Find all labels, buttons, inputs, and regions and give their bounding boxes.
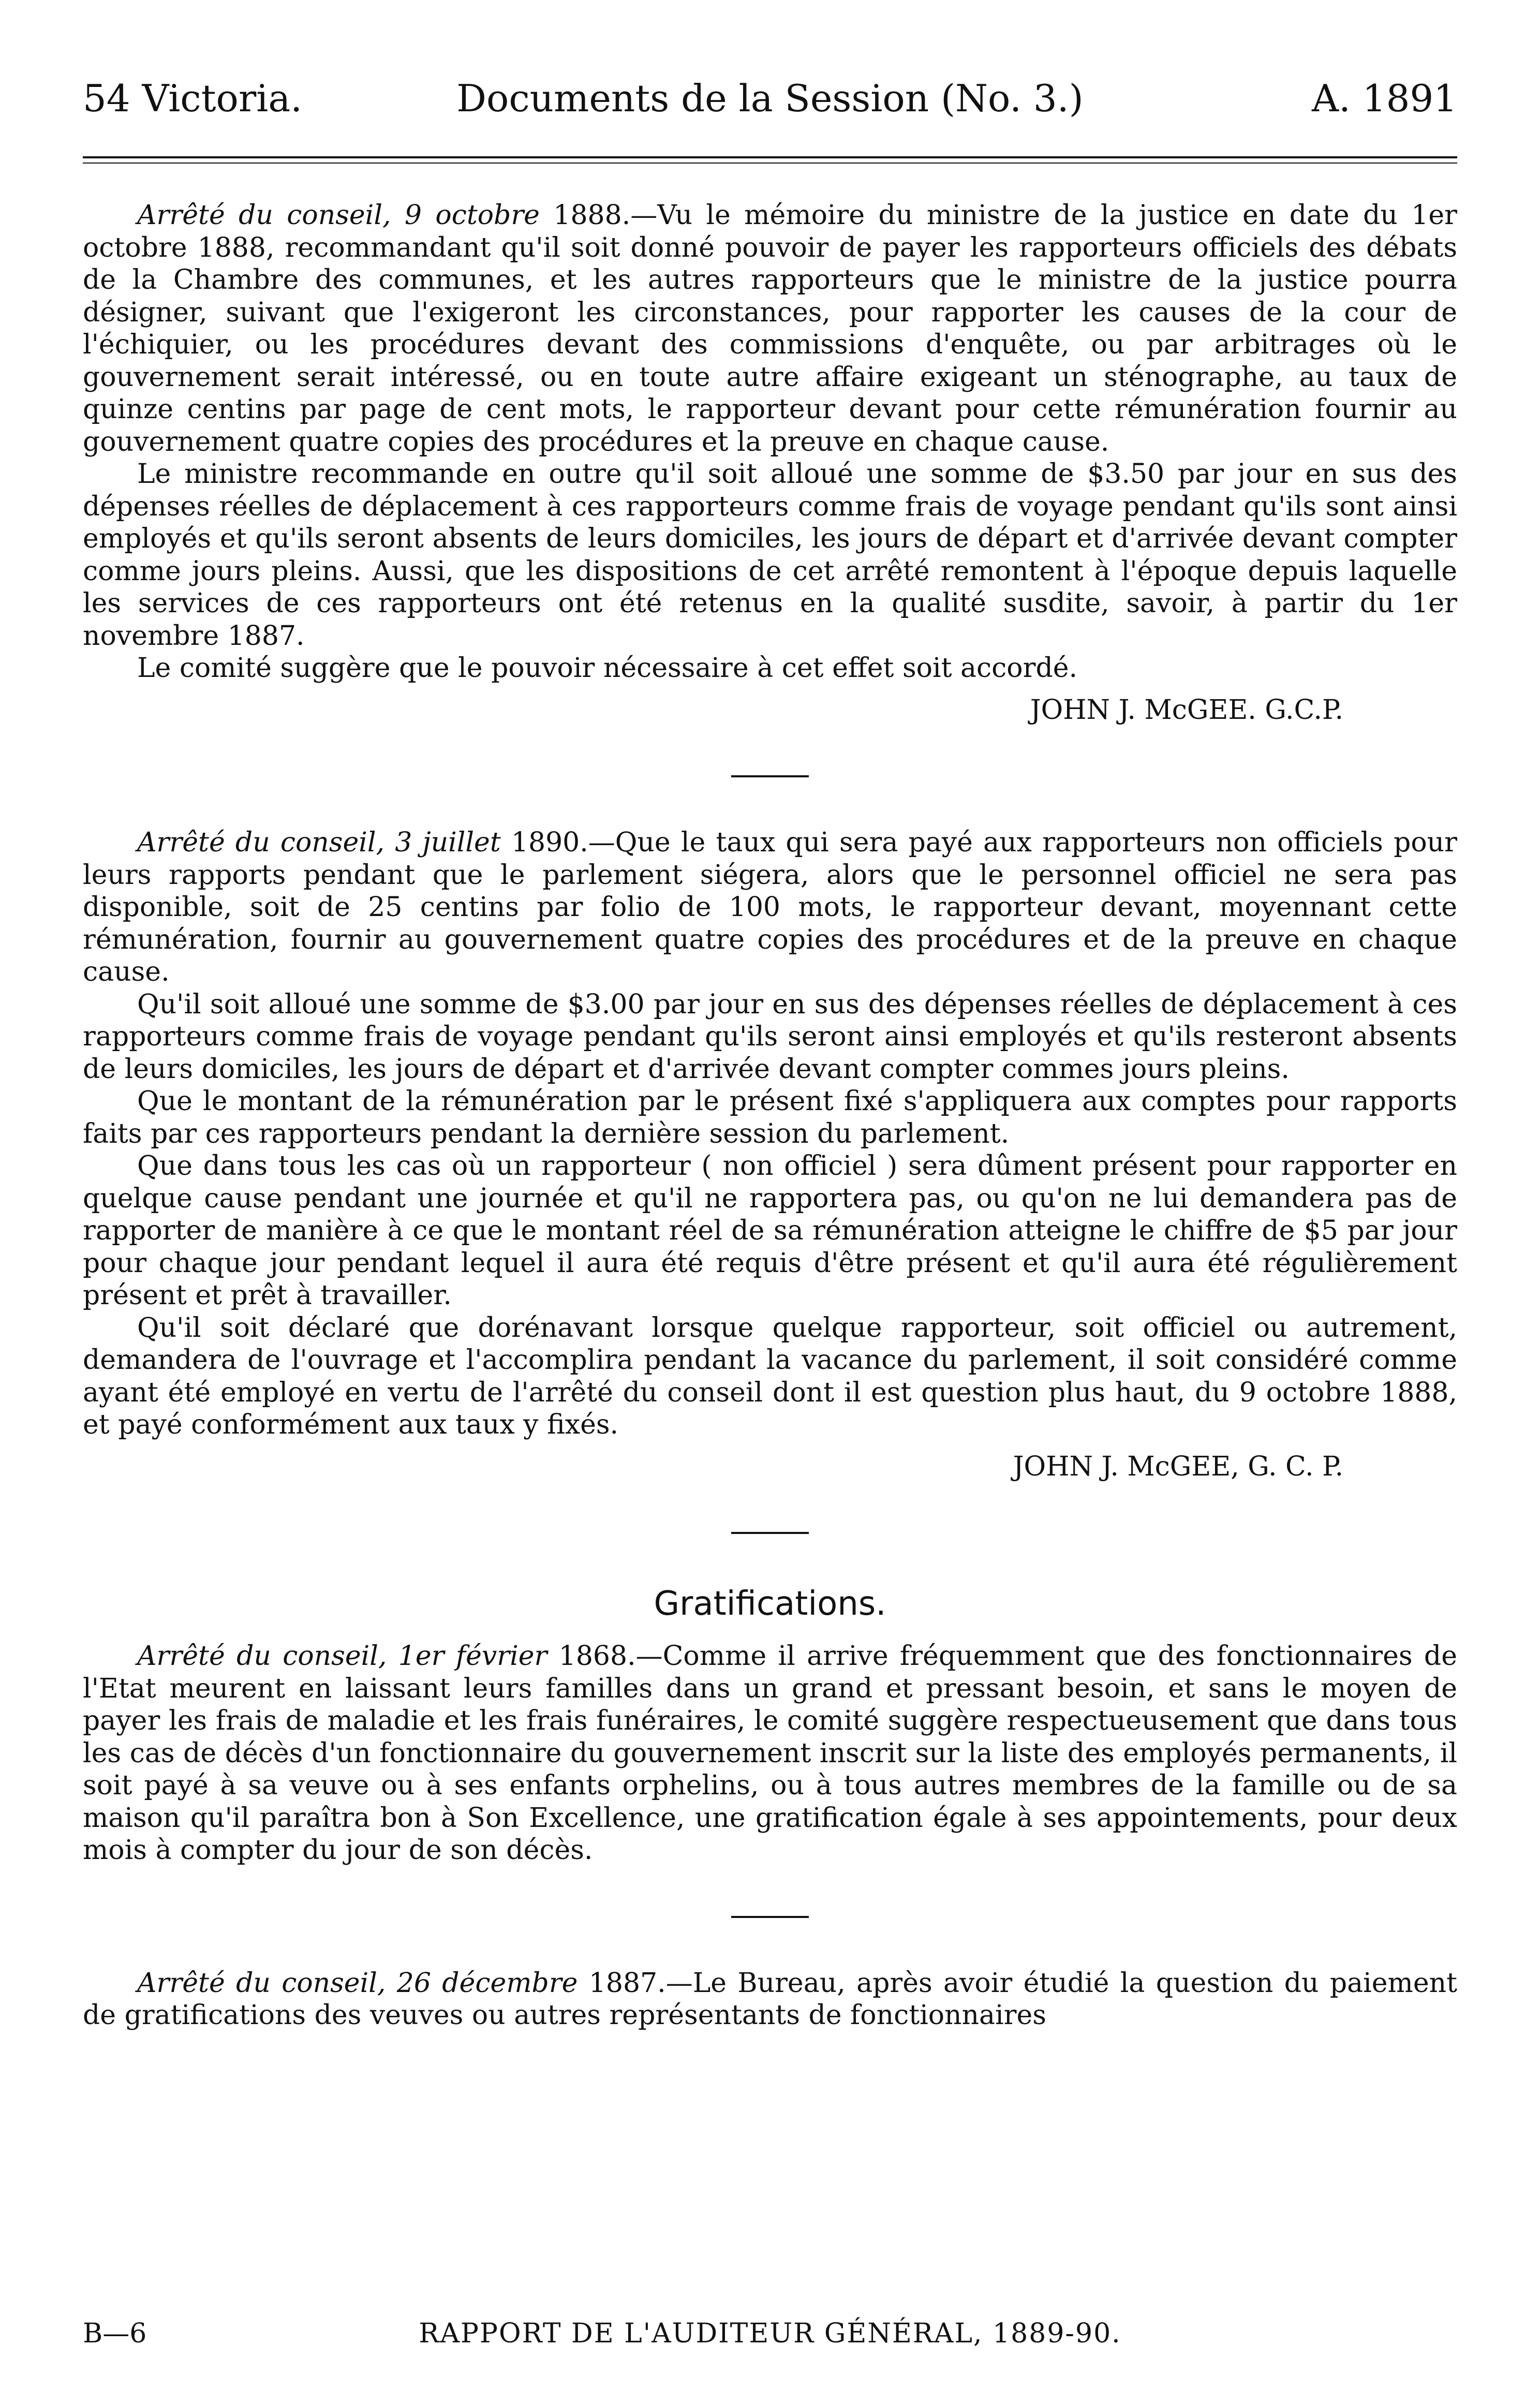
order-paragraph-4: Que dans tous les cas où un rapporteur ( non officiel ) sera dûment présent pour rapporter en quelque cause pendant une journée et qu'il ne rapportera pas, ou qu'on ne lui demandera pas de rapporter de manière à ce que le montant réel de sa rémunération atteigne le chiffre de $5 par jour pour chaque jour pendant lequel il aura été requis d'être présent et qu'il aura été régulièrement présent et prêt à travailler. <box>83 1150 1457 1311</box>
order-signature: JOHN J. McGEE. G.C.P. <box>1030 694 1343 726</box>
order-in-council-1888 <box>83 199 1457 726</box>
order-citation: Arrêté du conseil, <box>137 200 391 231</box>
footer-page-number: B—6 <box>83 2318 147 2349</box>
section-divider <box>731 1916 809 1918</box>
header-rule-thin <box>83 163 1457 164</box>
order-year: 1868. <box>547 1641 636 1672</box>
section-divider <box>731 1532 809 1534</box>
header-session-year: 54 Victoria. <box>83 77 303 120</box>
order-year: 1888. <box>539 200 631 231</box>
order-text: —Que le taux qui sera payé aux rapporteurs non officiels pour leurs rapports pendant que le parlement siégera, alors que le personnel officiel ne sera pas disponible, soit de 25 centins par folio de 100 mots, le rapporteur devant, moyennant cette rémunération, fournir au gouvernement quatre copies des procédures et de la preuve en chaque cause. <box>83 827 1458 987</box>
order-paragraph-3: Que le montant de la rémunération par le présent fixé s'appliquera aux comptes pour rapports faits par ces rapporteurs pendant la dernière session du parlement. <box>83 1086 1457 1149</box>
order-paragraph-1 <box>83 827 1457 988</box>
section-divider <box>731 775 809 777</box>
order-year: 1887. <box>578 1967 666 1999</box>
order-date: 26 décembre <box>396 1967 578 1999</box>
order-date: 9 octobre <box>404 200 540 231</box>
footer-report-title: RAPPORT DE L'AUDITEUR GÉNÉRAL, 1889-90. <box>419 2318 1121 2349</box>
order-date: 3 juillet <box>395 827 501 858</box>
running-footer <box>83 2318 1457 2354</box>
order-date: 1er février <box>398 1641 547 1672</box>
running-header <box>83 75 1457 122</box>
order-text: —Vu le mémoire du ministre de la justice en date du 1er octobre 1888, recommandant qu'il soit donné pouvoir de payer les rapporteurs officiels des débats de la Chambre des communes, et les autres rapporteurs que le ministre de la justice pourra désigner, suivant que l'exigeront les circonstances, pour rapporter les causes de la cour de l'échiquier, ou les procédures devant des commissions d'enquête, ou par arbitrages où le gouvernement serait intéressé, ou en toute autre affaire exigeant un sténographe, au taux de quinze centins par page de cent mots, le rapporteur devant pour cette rémunération fournir au gouvernement quatre copies des procédures et la preuve en chaque cause. <box>83 200 1457 458</box>
gratifications-section <box>83 1583 1457 2032</box>
gratification-entry-1887 <box>83 1967 1457 2032</box>
page-body <box>83 199 1457 2032</box>
header-volume-year: A. 1891 <box>1311 77 1457 120</box>
header-rule-thick <box>83 156 1457 158</box>
order-year: 1890. <box>500 827 588 858</box>
header-document-title: Documents de la Session (No. 3.) <box>456 77 1084 120</box>
order-text: —Le Bureau, après avoir étudié la question du paiement de gratifications des veuves ou autres représentants de fonctionnaires <box>83 1967 1457 2031</box>
order-paragraph-2: Qu'il soit alloué une somme de $3.00 par jour en sus des dépenses réelles de déplacement à ces rapporteurs comme frais de voyage pendant qu'ils seront ainsi employés et qu'ils resteront absents de leurs domiciles, les jours de départ et d'arrivée devant compter commes jours pleins. <box>83 988 1457 1085</box>
section-heading: Gratifications. <box>654 1585 886 1623</box>
order-paragraph-1 <box>83 199 1457 458</box>
order-paragraph-2: Le ministre recommande en outre qu'il soit alloué une somme de $3.50 par jour en sus des dépenses réelles de déplacement à ces rapporteurs comme frais de voyage pendant qu'ils sont ainsi employés et qu'ils seront absents de leurs domiciles, les jours de départ et d'arrivée devant compter comme jours pleins. Aussi, que les dispositions de cet arrêté remontent à l'époque depuis laquelle les services de ces rapporteurs ont été retenus en la qualité susdite, savoir, à partir du 1er novembre 1887. <box>83 459 1457 652</box>
order-citation: Arrêté du conseil, <box>137 1967 386 1999</box>
order-in-council-1890 <box>83 827 1457 1483</box>
gratification-entry-1868 <box>83 1640 1457 1867</box>
order-citation: Arrêté du conseil, <box>137 1641 387 1672</box>
order-signature: JOHN J. McGEE, G. C. P. <box>1013 1451 1343 1482</box>
order-text: —Comme il arrive fréquemment que des fonctionnaires de l'Etat meurent en laissant leurs familles dans un grand et pressant besoin, et sans le moyen de payer les frais de maladie et les frais funéraires, le comité suggère respectueusement que dans tous les cas de décès d'un fonctionnaire du gouvernement inscrit sur la liste des employés permanents, il soit payé à sa veuve ou à ses enfants orphelins, ou à tous autres membres de la famille ou de sa maison qu'il paraîtra bon à Son Excellence, une gratification égale à ses appointements, pour deux mois à compter du jour de son décès. <box>83 1641 1457 1866</box>
order-citation: Arrêté du conseil, <box>137 827 385 858</box>
order-paragraph-3: Le comité suggère que le pouvoir nécessaire à cet effet soit accordé. <box>137 653 1078 684</box>
order-paragraph-5: Qu'il soit déclaré que dorénavant lorsque quelque rapporteur, soit officiel ou autrement, demandera de l'ouvrage et l'accomplira pendant la vacance du parlement, il soit considéré comme ayant été employé en vertu de l'arrêté du conseil dont il est question plus haut, du 9 octobre 1888, et payé conformément aux taux y fixés. <box>83 1312 1457 1440</box>
